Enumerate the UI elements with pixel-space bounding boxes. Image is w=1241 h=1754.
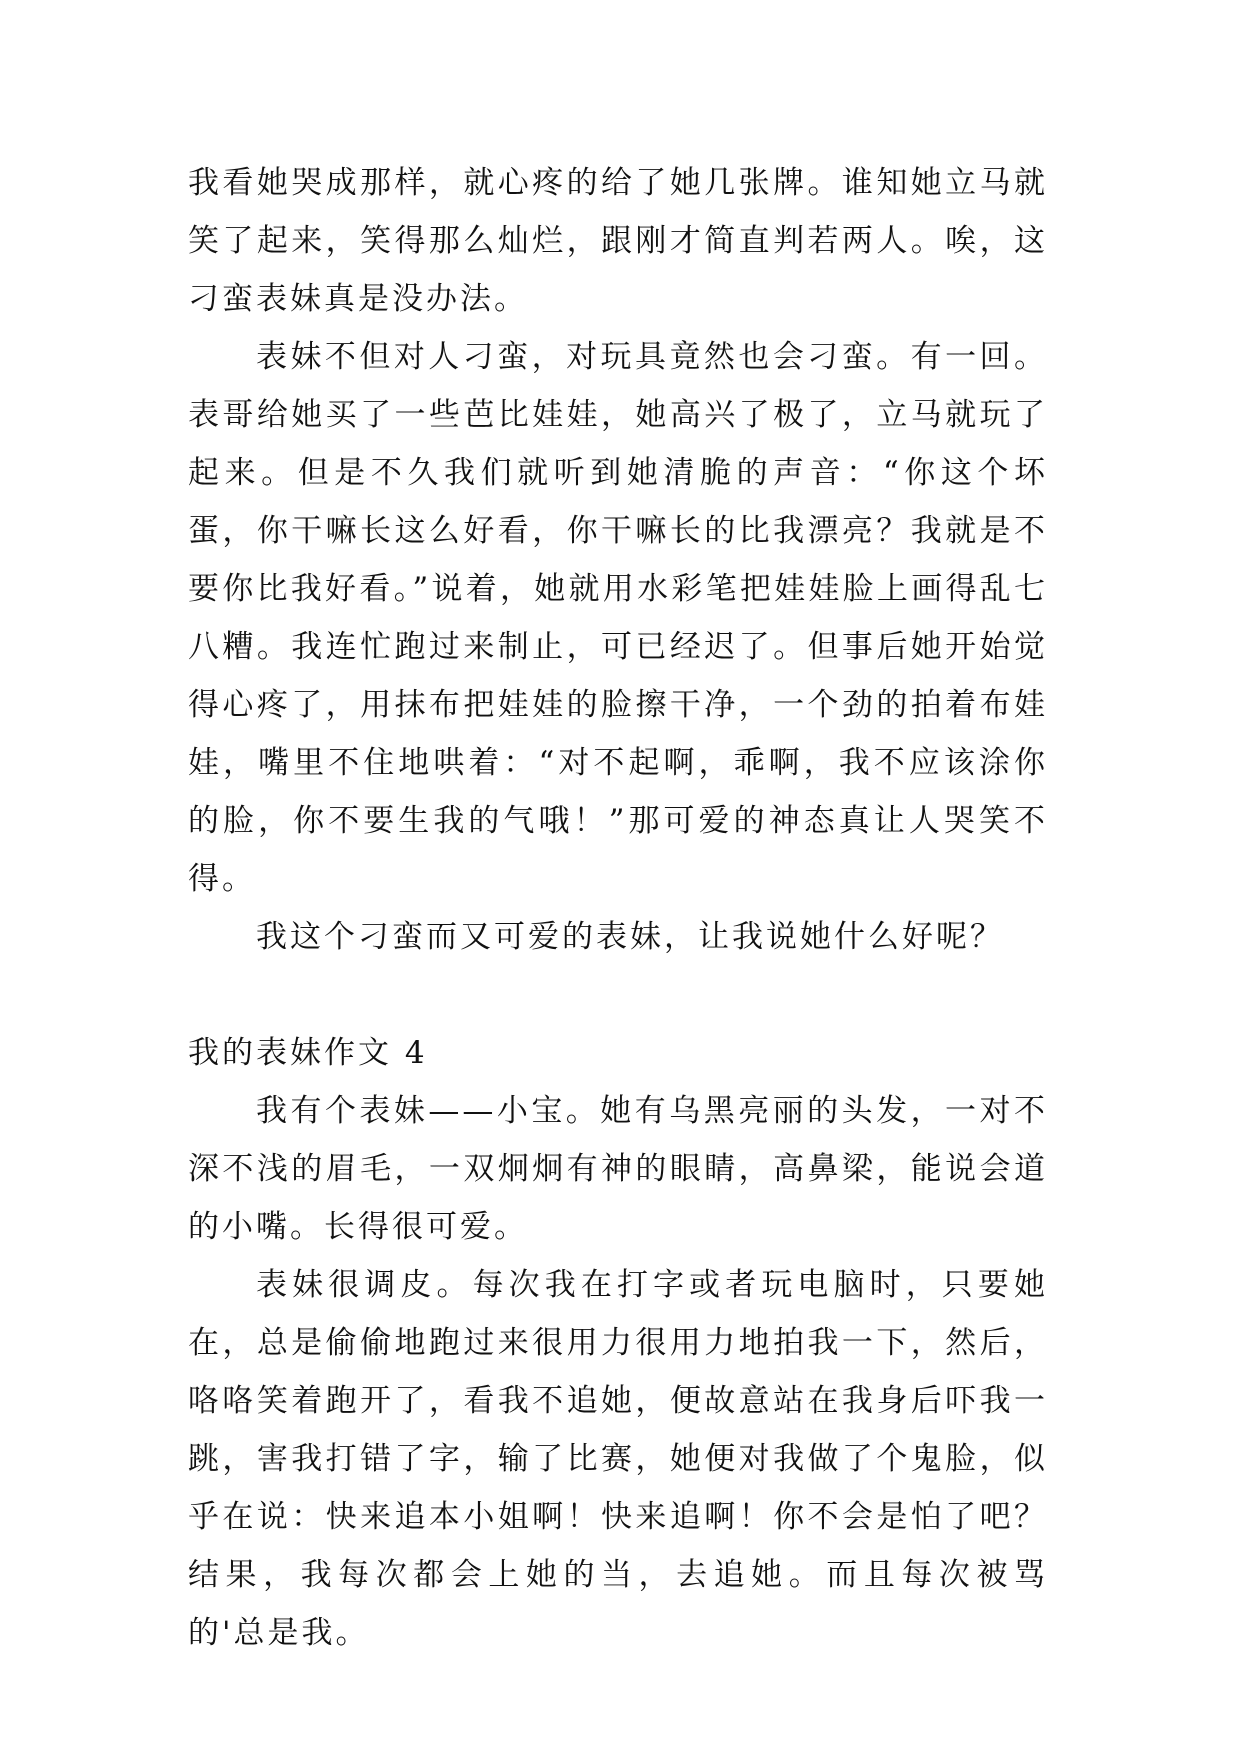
document-body <box>188 154 1048 1662</box>
paragraph-naughty: 表妹很调皮。每次我在打字或者玩电脑时，只要她在，总是偷偷地跑过来很用力很用力地拍我一下，然后，咯咯笑着跑开了，看我不追她，便故意站在我身后吓我一跳，害我打错了字，输了比赛，她便对我做了个鬼脸，似乎在说：快来追本小姐啊！快来追啊！你不会是怕了吧？结果，我每次都会上她的当，去追她。而且每次被骂的'总是我。 <box>188 1267 1048 1651</box>
paragraph-continuation: 我看她哭成那样，就心疼的给了她几张牌。谁知她立马就笑了起来，笑得那么灿烂，跟刚才简直判若两人。唉，这刁蛮表妹真是没办法。 <box>188 165 1048 317</box>
paragraph-description: 我有个表妹——小宝。她有乌黑亮丽的头发，一对不深不浅的眉毛，一双炯炯有神的眼睛，高鼻梁，能说会道的小嘴。长得很可爱。 <box>188 1093 1048 1245</box>
paragraph-barbie-story: 表妹不但对人刁蛮，对玩具竟然也会刁蛮。有一回。表哥给她买了一些芭比娃娃，她高兴了极了，立马就玩了起来。但是不久我们就听到她清脆的声音：“你这个坏蛋，你干嘛长这么好看，你干嘛长的比我漂亮？我就是不要你比我好看。”说着，她就用水彩笔把娃娃脸上画得乱七八糟。我连忙跑过来制止，可已经迟了。但事后她开始觉得心疼了，用抹布把娃娃的脸擦干净，一个劲的拍着布娃娃，嘴里不住地哄着：“对不起啊，乖啊，我不应该涂你的脸，你不要生我的气哦！”那可爱的神态真让人哭笑不得。 <box>188 339 1048 897</box>
paragraph-closing-question: 我这个刁蛮而又可爱的表妹，让我说她什么好呢？ <box>256 919 1004 955</box>
essay-title: 我的表妹作文 4 <box>188 1035 428 1071</box>
